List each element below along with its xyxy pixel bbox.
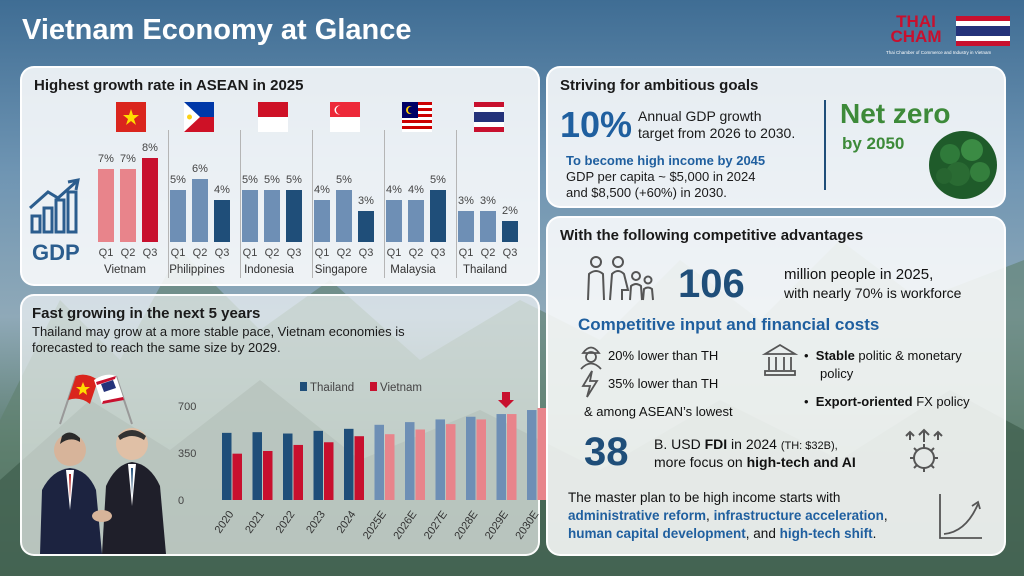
year-label: 2024 <box>334 508 359 536</box>
goals-divider <box>824 100 826 190</box>
quarter-label: Q2 <box>264 247 280 259</box>
forecast-desc-line2: forecasted to reach the same size by 2029. <box>32 340 281 355</box>
growth-value-label: 5% <box>170 173 186 186</box>
quarter-label: Q2 <box>408 247 424 259</box>
legend-swatch <box>300 382 307 391</box>
vietnam-bar <box>477 419 487 500</box>
quarter-label: Q2 <box>480 247 496 259</box>
growth-title: Highest growth rate in ASEAN in 2025 <box>34 77 304 94</box>
advantages-title: With the following competitive advantages <box>560 227 864 244</box>
growth-value-label: 5% <box>286 173 302 186</box>
gdp-per-capita-line1: GDP per capita ~ $5,000 in 2024 <box>566 169 756 184</box>
population-value: 106 <box>678 262 745 306</box>
growth-value-label: 4% <box>386 184 402 196</box>
growth-bar <box>264 190 280 243</box>
policy-stable: • Stable politic & monetary <box>804 348 962 363</box>
year-label: 2020 <box>212 508 237 536</box>
growth-bar <box>314 200 330 242</box>
growth-value-label: 4% <box>408 184 424 196</box>
legend-label: Thailand <box>310 382 355 394</box>
legend-label: Vietnam <box>380 382 422 394</box>
gdp-per-capita-line2: and $8,500 (+60%) in 2030. <box>566 185 727 200</box>
net-zero-title: Net zero <box>840 98 951 129</box>
year-label: 2025E <box>360 508 389 542</box>
forecast-title: Fast growing in the next 5 years <box>32 305 261 322</box>
growth-bar <box>192 179 208 242</box>
vietnam-bar <box>263 451 273 500</box>
growth-value-label: 3% <box>458 194 474 207</box>
growth-bar <box>408 200 424 242</box>
singapore-flag-icon <box>330 102 360 132</box>
country-label: Indonesia <box>244 264 294 276</box>
vietnam-bar <box>233 454 243 500</box>
logo-subtitle: Thai Chamber of Commerce and Industry in Vietnam <box>886 50 992 55</box>
goals-panel <box>546 66 1006 208</box>
growth-bar <box>242 190 258 243</box>
thailand-bar <box>466 417 476 500</box>
quarter-label: Q3 <box>430 247 446 259</box>
thai-flag-icon <box>956 16 1010 46</box>
country-label: Singapore <box>314 264 368 276</box>
fdi-line2: more focus on high-tech and AI <box>654 454 856 470</box>
quarter-label: Q1 <box>314 247 330 259</box>
vietnam-bar <box>416 430 426 501</box>
indonesia-flag-icon <box>258 102 288 132</box>
thailand-bar <box>222 433 232 500</box>
quarter-label: Q3 <box>214 247 230 259</box>
forecast-panel <box>20 294 540 556</box>
high-income-title: To become high income by 2045 <box>566 153 766 168</box>
forecast-chart-svg <box>174 372 542 552</box>
thaicham-logo <box>886 14 1012 62</box>
growth-value-label: 5% <box>336 173 352 186</box>
growth-target-line2: target from 2026 to 2030. <box>638 125 796 141</box>
labor-cost-text: 20% lower than TH <box>608 348 719 363</box>
logo-wordmark: THAI CHAM <box>890 12 942 46</box>
country-label: Malaysia <box>390 264 436 276</box>
goals-title: Striving for ambitious goals <box>560 77 759 94</box>
growth-bar <box>458 211 474 243</box>
philippines-flag-icon <box>184 102 214 132</box>
family-icon <box>584 254 656 302</box>
vietnam-bar <box>355 436 365 500</box>
quarter-label: Q1 <box>170 247 186 259</box>
master-plan-line2: administrative reform, infrastructure acceleration, <box>568 508 888 523</box>
malaysia-flag-icon <box>402 102 432 132</box>
growth-value-label: 5% <box>430 173 446 186</box>
growth-value-label: 2% <box>502 205 518 217</box>
master-plan-line3: human capital development, and high-tech shift. <box>568 526 877 541</box>
year-label: 2026E <box>391 508 420 542</box>
growth-value-label: 3% <box>358 194 374 207</box>
growth-target-line1: Annual GDP growth <box>638 108 762 124</box>
country-label: Philippines <box>169 264 225 276</box>
forest-icon <box>928 130 998 200</box>
growth-value-label: 4% <box>214 184 230 196</box>
forecast-desc-line1: Thailand may grow at a more stable pace, Vietnam economies is <box>32 324 405 339</box>
growth-value-label: 7% <box>98 152 114 165</box>
master-plan-line1: The master plan to be high income starts with <box>568 490 841 505</box>
growth-bar <box>386 200 402 242</box>
growth-bar <box>480 211 496 243</box>
year-label: 2023 <box>304 508 328 536</box>
crossover-arrow-icon <box>498 392 514 408</box>
leaders-handshake-photo <box>32 420 172 554</box>
vietnam-bar <box>446 424 456 500</box>
year-label: 2022 <box>273 508 298 536</box>
growth-chart-icon <box>28 178 84 236</box>
growth-bar <box>170 190 186 243</box>
quarter-label: Q3 <box>502 247 518 259</box>
advantages-panel <box>546 216 1006 556</box>
growth-bar <box>336 190 352 243</box>
thailand-flag-icon <box>474 102 504 132</box>
growth-bar <box>142 158 158 242</box>
quarter-label: Q1 <box>242 247 258 259</box>
growth-panel <box>20 66 540 286</box>
thailand-bar <box>405 422 415 500</box>
gdp-label: GDP <box>32 240 80 265</box>
country-label: Vietnam <box>104 264 146 276</box>
quarter-label: Q1 <box>98 247 114 259</box>
growth-target-value: 10% <box>560 104 633 145</box>
fdi-value: 38 <box>584 430 629 474</box>
asean-lowest-text: & among ASEAN’s lowest <box>584 404 733 419</box>
vietnam-bar <box>507 414 517 500</box>
population-line1: million people in 2025, <box>784 266 934 283</box>
vietnam-flag-icon <box>116 102 146 132</box>
growth-bar <box>502 221 518 242</box>
quarter-label: Q2 <box>192 247 208 259</box>
growth-value-label: 5% <box>242 173 258 186</box>
policy-export: • Export-oriented FX policy <box>804 394 970 409</box>
year-label: 2027E <box>421 508 450 542</box>
y-tick-label: 0 <box>178 495 185 507</box>
thailand-bar <box>527 410 537 500</box>
year-label: 2028E <box>452 508 481 542</box>
growth-value-label: 4% <box>314 184 330 196</box>
vietnam-bar <box>324 442 334 500</box>
thailand-bar <box>283 434 293 500</box>
thailand-bar <box>344 429 354 500</box>
growth-bar <box>430 190 446 243</box>
worker-icon <box>578 342 604 370</box>
growth-value-label: 6% <box>192 163 208 175</box>
vietnam-bar <box>294 445 304 500</box>
growth-value-label: 5% <box>264 173 280 186</box>
growth-value-label: 7% <box>120 152 136 165</box>
growth-bar <box>358 211 374 243</box>
bank-icon <box>762 342 798 378</box>
net-zero-year: by 2050 <box>842 134 905 153</box>
thailand-bar <box>436 419 446 500</box>
quarter-label: Q3 <box>286 247 302 259</box>
growth-bar <box>286 190 302 243</box>
thailand-bar <box>375 425 385 500</box>
vietnam-bar <box>385 434 395 500</box>
electricity-cost-text: 35% lower than TH <box>608 376 719 391</box>
quarter-label: Q1 <box>458 247 474 259</box>
quarter-label: Q2 <box>120 247 136 259</box>
year-label: 2021 <box>243 508 267 536</box>
crossed-flags-icon <box>46 370 146 426</box>
legend-swatch <box>370 382 377 391</box>
growth-value-label: 3% <box>480 194 496 207</box>
fdi-line1: B. USD FDI in 2024 (TH: $32B), <box>654 436 838 452</box>
country-label: Thailand <box>462 264 508 276</box>
page-title: Vietnam Economy at Glance <box>22 14 412 46</box>
policy-stable-line2: policy <box>820 366 854 381</box>
growth-curve-icon <box>936 492 984 542</box>
quarter-label: Q3 <box>142 247 158 259</box>
growth-value-label: 8% <box>142 142 158 154</box>
growth-bar <box>120 169 136 243</box>
quarter-label: Q1 <box>386 247 402 259</box>
thailand-bar <box>497 414 507 500</box>
year-label: 2029E <box>482 508 511 542</box>
y-tick-label: 350 <box>178 448 197 460</box>
thailand-bar <box>314 431 324 500</box>
population-line2: with nearly 70% is workforce <box>784 285 962 301</box>
growth-bar <box>98 169 114 243</box>
y-tick-label: 700 <box>178 401 197 413</box>
quarter-label: Q2 <box>336 247 352 259</box>
investment-gear-icon <box>900 428 948 476</box>
quarter-label: Q3 <box>358 247 374 259</box>
costs-title: Competitive input and financial costs <box>578 315 880 334</box>
electricity-icon <box>580 370 600 398</box>
growth-bar <box>214 200 230 242</box>
year-label: 2030E <box>513 508 542 542</box>
thailand-bar <box>253 432 263 500</box>
